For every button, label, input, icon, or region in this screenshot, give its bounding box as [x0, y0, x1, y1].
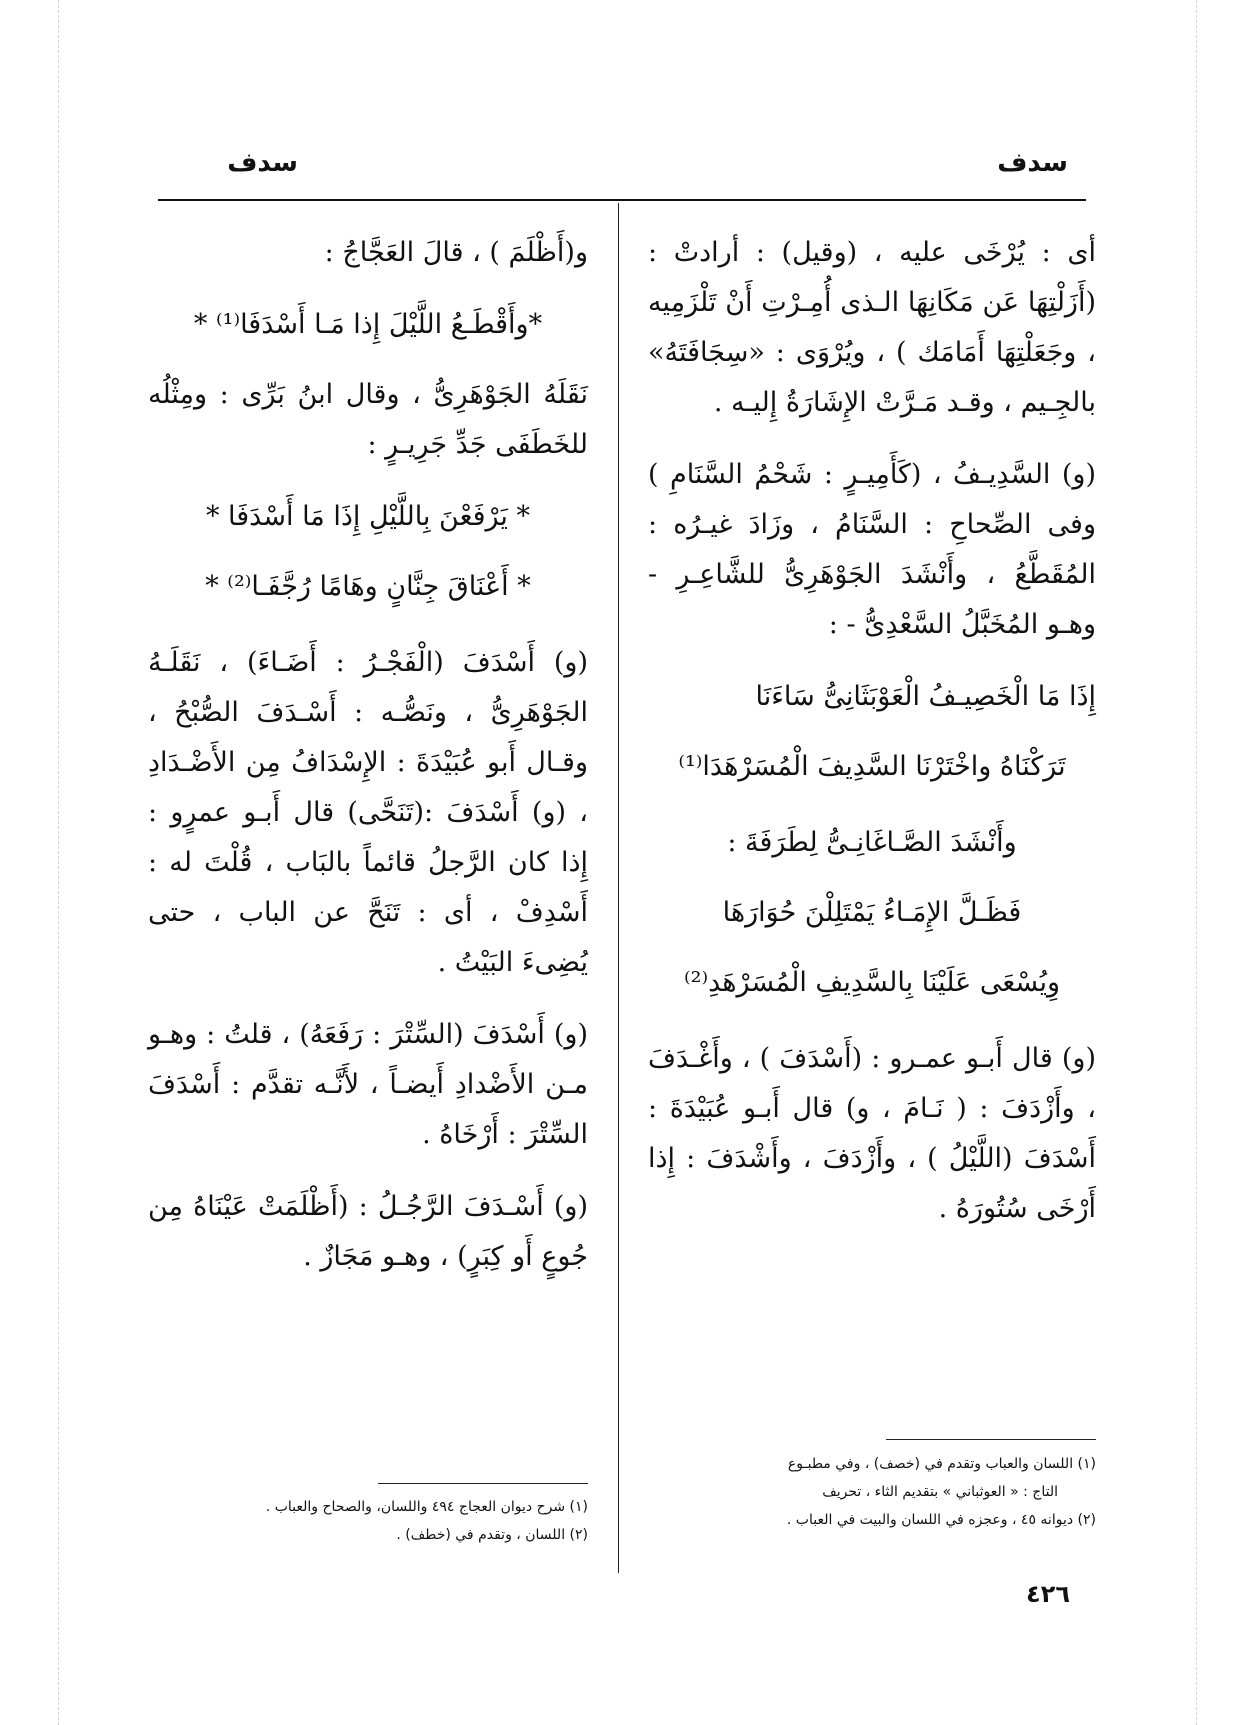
page-number: ٤٢٦ [1026, 1580, 1070, 1608]
running-header-right: سدف [997, 148, 1068, 178]
left-column [148, 228, 588, 1304]
running-header-left: سدف [227, 148, 298, 178]
paragraph: نَقَلَهُ الجَوْهَرِىُّ ، وقال ابنُ بَرِّى : ومِثْلُه للخَطَفَى جَدِّ جَرِيـرٍ : [148, 379, 588, 460]
footnote-1-continued: التاج : « العوثباني » بتقديم الثاء ، تحريف [822, 1484, 1058, 1500]
paragraph: (و) أَسْدَفَ (الْفَجْـرُ : أَضَـاءَ) ، نَقَلَـهُ الجَوْهَرِىُّ ، ونَصُّـه : أَسْـدَفَ الصُّبْحُ ، وقـال أَبو عُبَيْدَةَ : الإِسْدَافُ مِن الأَضْـدَادِ ، (و) أَسْدَفَ :(تَنَحَّى) قال أَبـو عمرٍو : إِذا كان الرَّجلُ قائماً بالبَاب ، قُلْتَ له : أَسْدِفْ ، أى : تَنَحَّ عن الباب ، حتى يُضِىءَ البَيْتُ . [148, 647, 588, 978]
verse-block [148, 492, 588, 612]
paragraph: و(أَظْلَمَ ) ، قالَ العَجَّاجُ : [324, 237, 588, 268]
verse-line: * أَعْنَاقَ جِنَّانٍ وهَامًا رُجَّفَـا⁽²⁾ * [205, 571, 531, 602]
footnote-rule-left [378, 1483, 588, 1484]
footnote-rule-right [886, 1439, 1096, 1440]
paragraph: (و) قال أَبـو عمـرو : (أَسْدَفَ ) ، وأَغْـدَفَ ، وأَزْدَفَ : ( نَـامَ ، و) قال أَبـو عُبَيْدَةَ : أَسْدَفَ (اللَّيْلُ ) ، وأَزْدَفَ ، وأَشْدَفَ : إِذا أَرْخَى سُتُورَهُ . [648, 1043, 1096, 1224]
scan-fold-line [58, 0, 59, 1725]
verse-block [648, 672, 1096, 792]
footnote-1: (١) اللسان والعباب وتقدم في (خصف) ، وفي مطبـوع [787, 1456, 1096, 1472]
footnote-2: (٢) ديوانه ٤٥ ، وعجزه في اللسان والبيت في العباب . [786, 1512, 1096, 1528]
footnote-1: (١) شرح ديوان العجاج ٤٩٤ واللسان، والصحاح والعباب . [265, 1499, 588, 1515]
verse-line: * يَرْفَعْنَ بِاللَّيْلِ إِذَا مَا أَسْدَفَا * [205, 501, 531, 532]
footnote-2: (٢) اللسان ، وتقدم في (خطف) . [396, 1527, 588, 1543]
paragraph: (و) أَسْدَفَ (السِّتْرَ : رَفَعَهُ) ، قلتُ : وهـو مـن الأَضْدادِ أَيضـاً ، لأَنَّـه تقدَّم : أَسْدَفَ السِّتْرَ : أَرْخَاهُ . [148, 1019, 588, 1150]
paragraph: وأَنْشَدَ الصَّـاغَانِـىُّ لِطَرَفَةَ : [727, 827, 1017, 858]
paragraph: (و) أَسْـدَفَ الرَّجُـلُ : (أَظْلَمَتْ عَيْنَاهُ مِن جُوعٍ أَو كِبَرٍ) ، وهـو مَجَازٌ . [148, 1191, 588, 1272]
footnotes-right [648, 1450, 1096, 1534]
verse-line: تَرَكْنَاهُ واخْتَرْنَا السَّدِيفَ الْمُسَرْهَدَا⁽¹⁾ [678, 751, 1066, 782]
verse-line: وِيُسْعَى عَلَيْنَا بِالسَّدِيفِ الْمُسَرْهَدِ⁽²⁾ [683, 967, 1060, 998]
column-divider [618, 203, 619, 1573]
paragraph: (و) السَّدِيـفُ ، (كَأَمِيـرٍ : شَحْمُ السَّنَامِ ) وفى الصِّحاحِ : السَّنَامُ ، وزَادَ غيـرُه : المُقَطَّعُ ، وأَنْشَدَ الجَوْهَرِىُّ للشَّاعِـرِ - وهـو المُخَبَّلُ السَّعْدِىُّ - : [648, 459, 1096, 640]
scan-fold-line [1196, 0, 1197, 1725]
verse-line: فَظَـلَّ الإِمَـاءُ يَمْتَلِلْنَ حُوَارَهَا [722, 897, 1022, 928]
verse-line: إِذَا مَا الْخَصِيـفُ الْعَوْبَثَانِىُّ سَاءَنَا [755, 681, 1096, 712]
verse-block [648, 888, 1096, 1008]
right-column [648, 228, 1096, 1256]
verse-line: *وأَقْطَـعُ اللَّيْلَ إِذا مَـا أَسْدَفَا⁽¹⁾ * [193, 309, 543, 340]
paragraph: أى : يُرْخَى عليه ، (وقيل) : أرادتْ : (أَزَلْتِهَا عَن مَكَانِهَا الـذى أُمِـرْتِ أَنْ تَلْزَمِيه ، وجَعَلْتِهَا أَمَامَك ) ، ويُرْوَى : «سِجَافَتَهُ» بالجِـيم ، وقـد مَـرَّتْ الإِشَارَةُ إِليـه . [648, 237, 1096, 418]
header-rule [158, 199, 1086, 201]
footnotes-left [148, 1493, 588, 1549]
